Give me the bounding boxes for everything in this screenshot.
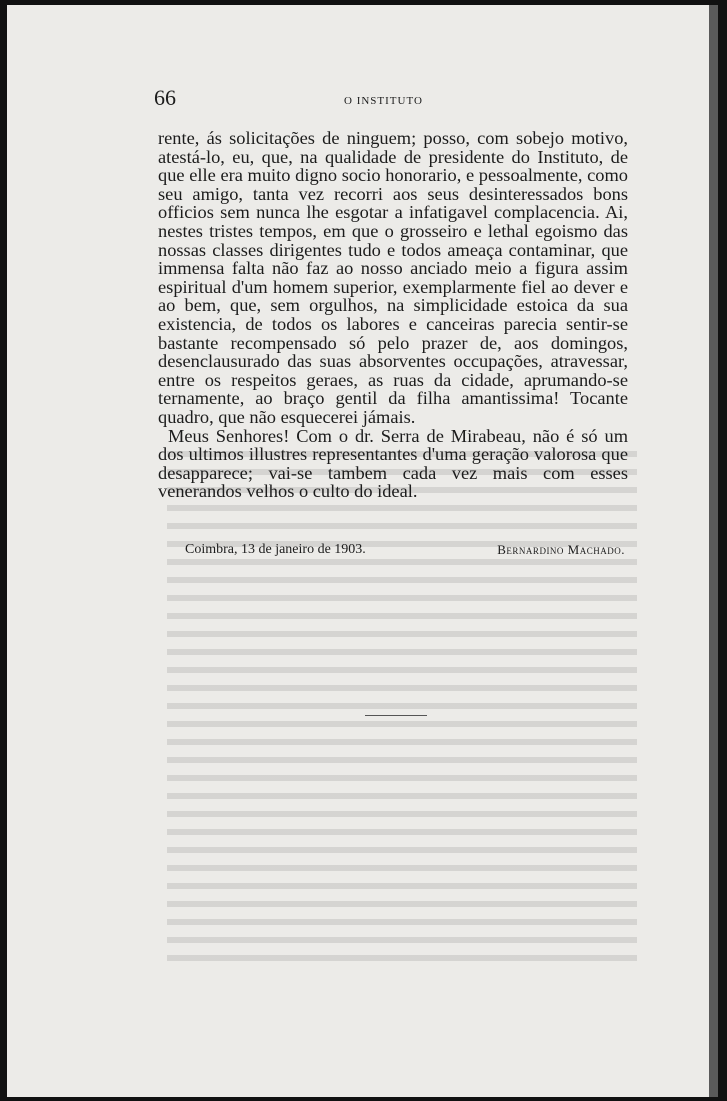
page-header [154,85,624,115]
show-through-bleed [167,445,637,965]
scan-edge [709,5,718,1097]
author-name: Bernardino Machado. [497,542,625,557]
place-date: Coimbra, 13 de janeiro de 1903. [185,542,366,557]
body-text [158,129,628,501]
section-divider [365,715,427,716]
signature-line [185,541,625,563]
paragraph-1: rente, ás solicitações de ninguem; posso, com sobejo motivo, atestá-lo, eu, que, na qualidade de presidente do Instituto, de que elle era muito digno socio honorario, e pessoalmente, como seu amigo, tanta vez recorri aos seus desinteressados bons officios sem nunca lhe esgotar a infatigavel complacencia. Ai, nestes tristes tempos, em que o grosseiro e lethal egoismo das nossas classes dirigentes tudo e todos ameaça contaminar, que immensa falta não faz ao nosso anciado meio a figura assim espiritual d'um homem superior, exemplarmente fiel ao dever e ao bem, que, sem orgulhos, na simplicidade estoica da sua existencia, de todos os labores e canceiras parecia sentir-se bastante recompensado só pelo prazer de, aos domingos, desenclausurado das suas absorventes occupações, atravessar, entre os respeitos geraes, as ruas da cidade, aprumando-se ternamente, ao braço gentil da filha amantissima! Tocante quadro, que não esquecerei jámais. [158,128,628,427]
document-page [7,5,718,1097]
page-number: 66 [154,85,176,110]
paragraph-2: Meus Senhores! Com o dr. Serra de Mirabeau, não é só um dos ultimos illustres representantes d'uma geração valorosa que desapparece; vai-se tambem cada vez mais com esses venerandos velhos o culto do ideal. [158,425,628,502]
running-title: O INSTITUTO [344,95,423,107]
